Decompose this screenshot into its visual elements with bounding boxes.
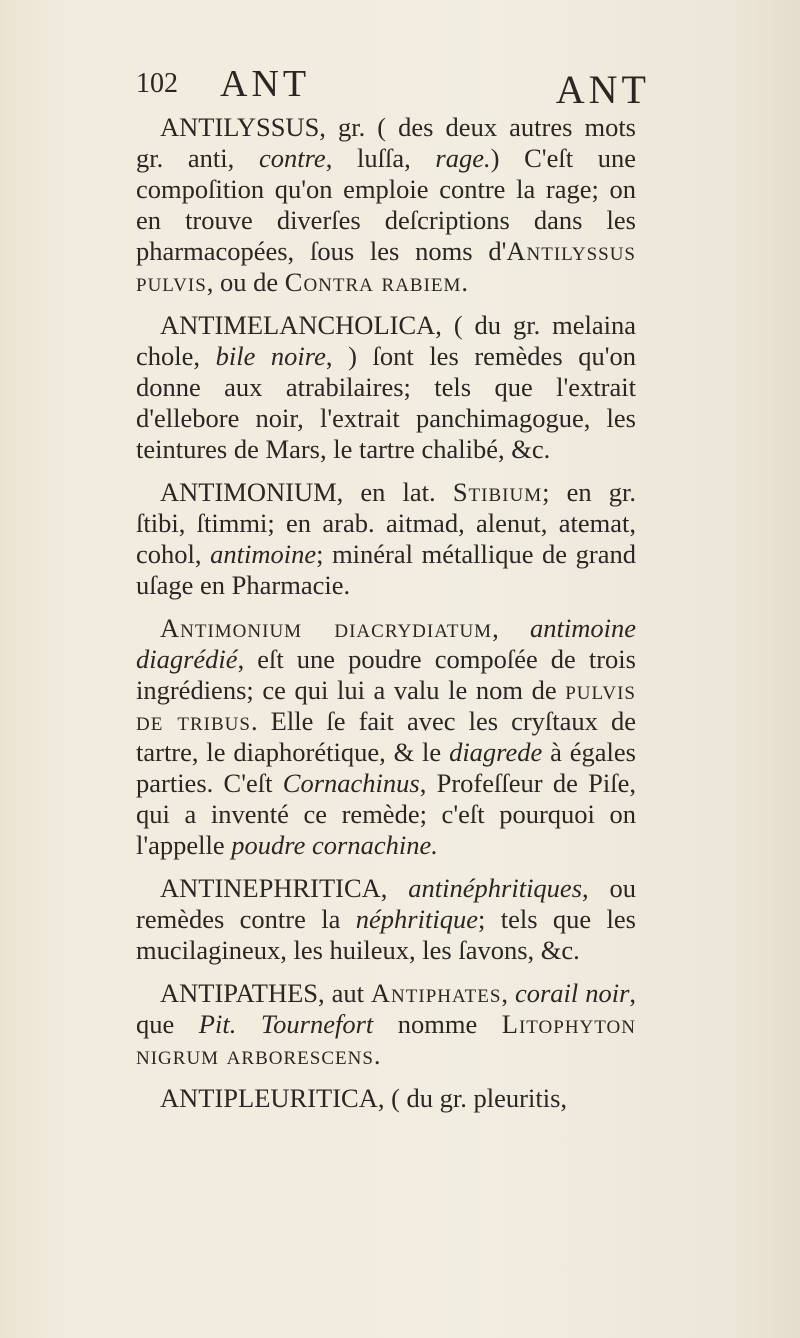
smallcaps-text: Antimonium diacrydiatum [160, 613, 493, 643]
entry-text: , ou de [206, 267, 285, 297]
dictionary-entry [136, 477, 636, 601]
italic-text: antinéphritiques [408, 873, 583, 903]
entry-text: , Profeſſeur de Piſe, qui a inventé ce remède; c'eſt pourquoi on l'appelle [136, 768, 636, 860]
italic-text: antimoine diagrédié [136, 613, 636, 674]
italic-text: Pit. Tournefort [198, 1009, 374, 1039]
entry-text: nomme [373, 1009, 502, 1039]
italic-text: rage. [435, 143, 491, 173]
italic-text: corail noir [514, 978, 630, 1008]
entry-text: , eſt une poudre compoſée de trois ingrédiens; ce qui lui a valu le nom de [136, 644, 636, 705]
dictionary-entry [136, 978, 636, 1071]
entry-text: ANTIMELANCHOLICA, ( du gr. melaina chole, [136, 310, 636, 371]
dictionary-entries [136, 112, 636, 1126]
dictionary-entry [136, 310, 636, 465]
entry-text: ANTIPLEURITICA, ( du gr. pleuritis, [160, 1083, 568, 1113]
entry-text: ; minéral métallique de grand uſage en Pharmacie. [136, 539, 637, 600]
entry-text: , [501, 978, 515, 1008]
entry-text: ANTIPATHES, aut [160, 978, 371, 1008]
left-running-head: ANT [220, 63, 311, 105]
smallcaps-text: Contra rabiem. [284, 267, 470, 297]
running-header [136, 62, 650, 112]
smallcaps-text: Antilyssus pulvis [136, 236, 636, 297]
right-running-head: ANT [555, 67, 650, 112]
smallcaps-text: Stibium [452, 477, 543, 507]
italic-text: Cornachinus [282, 768, 420, 798]
smallcaps-text: pulvis de tribus [136, 675, 636, 736]
smallcaps-text: Litophyton nigrum arborescens. [136, 1009, 636, 1070]
dictionary-entry [136, 613, 636, 861]
entry-text: ANTIMONIUM, en lat. [160, 477, 453, 507]
italic-text: bile noire [215, 341, 326, 371]
entry-text: ANTILYSSUS, gr. ( des deux autres mots gr. anti, [136, 112, 636, 173]
entry-text: à égales parties. C'eſt [136, 737, 636, 798]
italic-text: antimoine [210, 539, 317, 569]
italic-text: néphritique [355, 904, 478, 934]
page-number: 102 [136, 68, 178, 99]
dictionary-entry [136, 1083, 636, 1114]
entry-text: ; en gr. ſtibi, ſtimmi; en arab. aitmad, alenut, atemat, cohol, [136, 477, 636, 569]
entry-text: . Elle ſe fait avec les cryſtaux de tartre, le diaphorétique, & le [136, 706, 636, 767]
italic-text: contre [258, 143, 326, 173]
dictionary-entry [136, 112, 636, 298]
entry-text: ) C'eſt une compoſition qu'on emploie contre la rage; on en trouve diverſes deſcriptions dans les pharmacopées, ſous les noms d' [136, 143, 636, 266]
entry-text: , ou remèdes contre la [136, 873, 636, 934]
smallcaps-text: Antiphates [370, 978, 502, 1008]
entry-text: , luſſa, [325, 143, 436, 173]
entry-text: ; tels que les mucilagineux, les huileux, les ſavons, &c. [136, 904, 636, 965]
italic-text: poudre cornachine. [231, 830, 438, 860]
italic-text: diagrede [449, 737, 543, 767]
entry-text: , que [136, 978, 637, 1039]
entry-text: , ) ſont les remèdes qu'on donne aux atrabilaires; tels que l'extrait d'ellebore noir, l'extrait panchimagogue, les teintures de Mars, le tartre chalibé, &c. [136, 341, 636, 464]
entry-text: , [492, 613, 530, 643]
entry-text: ANTINEPHRITICA, [160, 873, 409, 903]
dictionary-entry [136, 873, 636, 966]
